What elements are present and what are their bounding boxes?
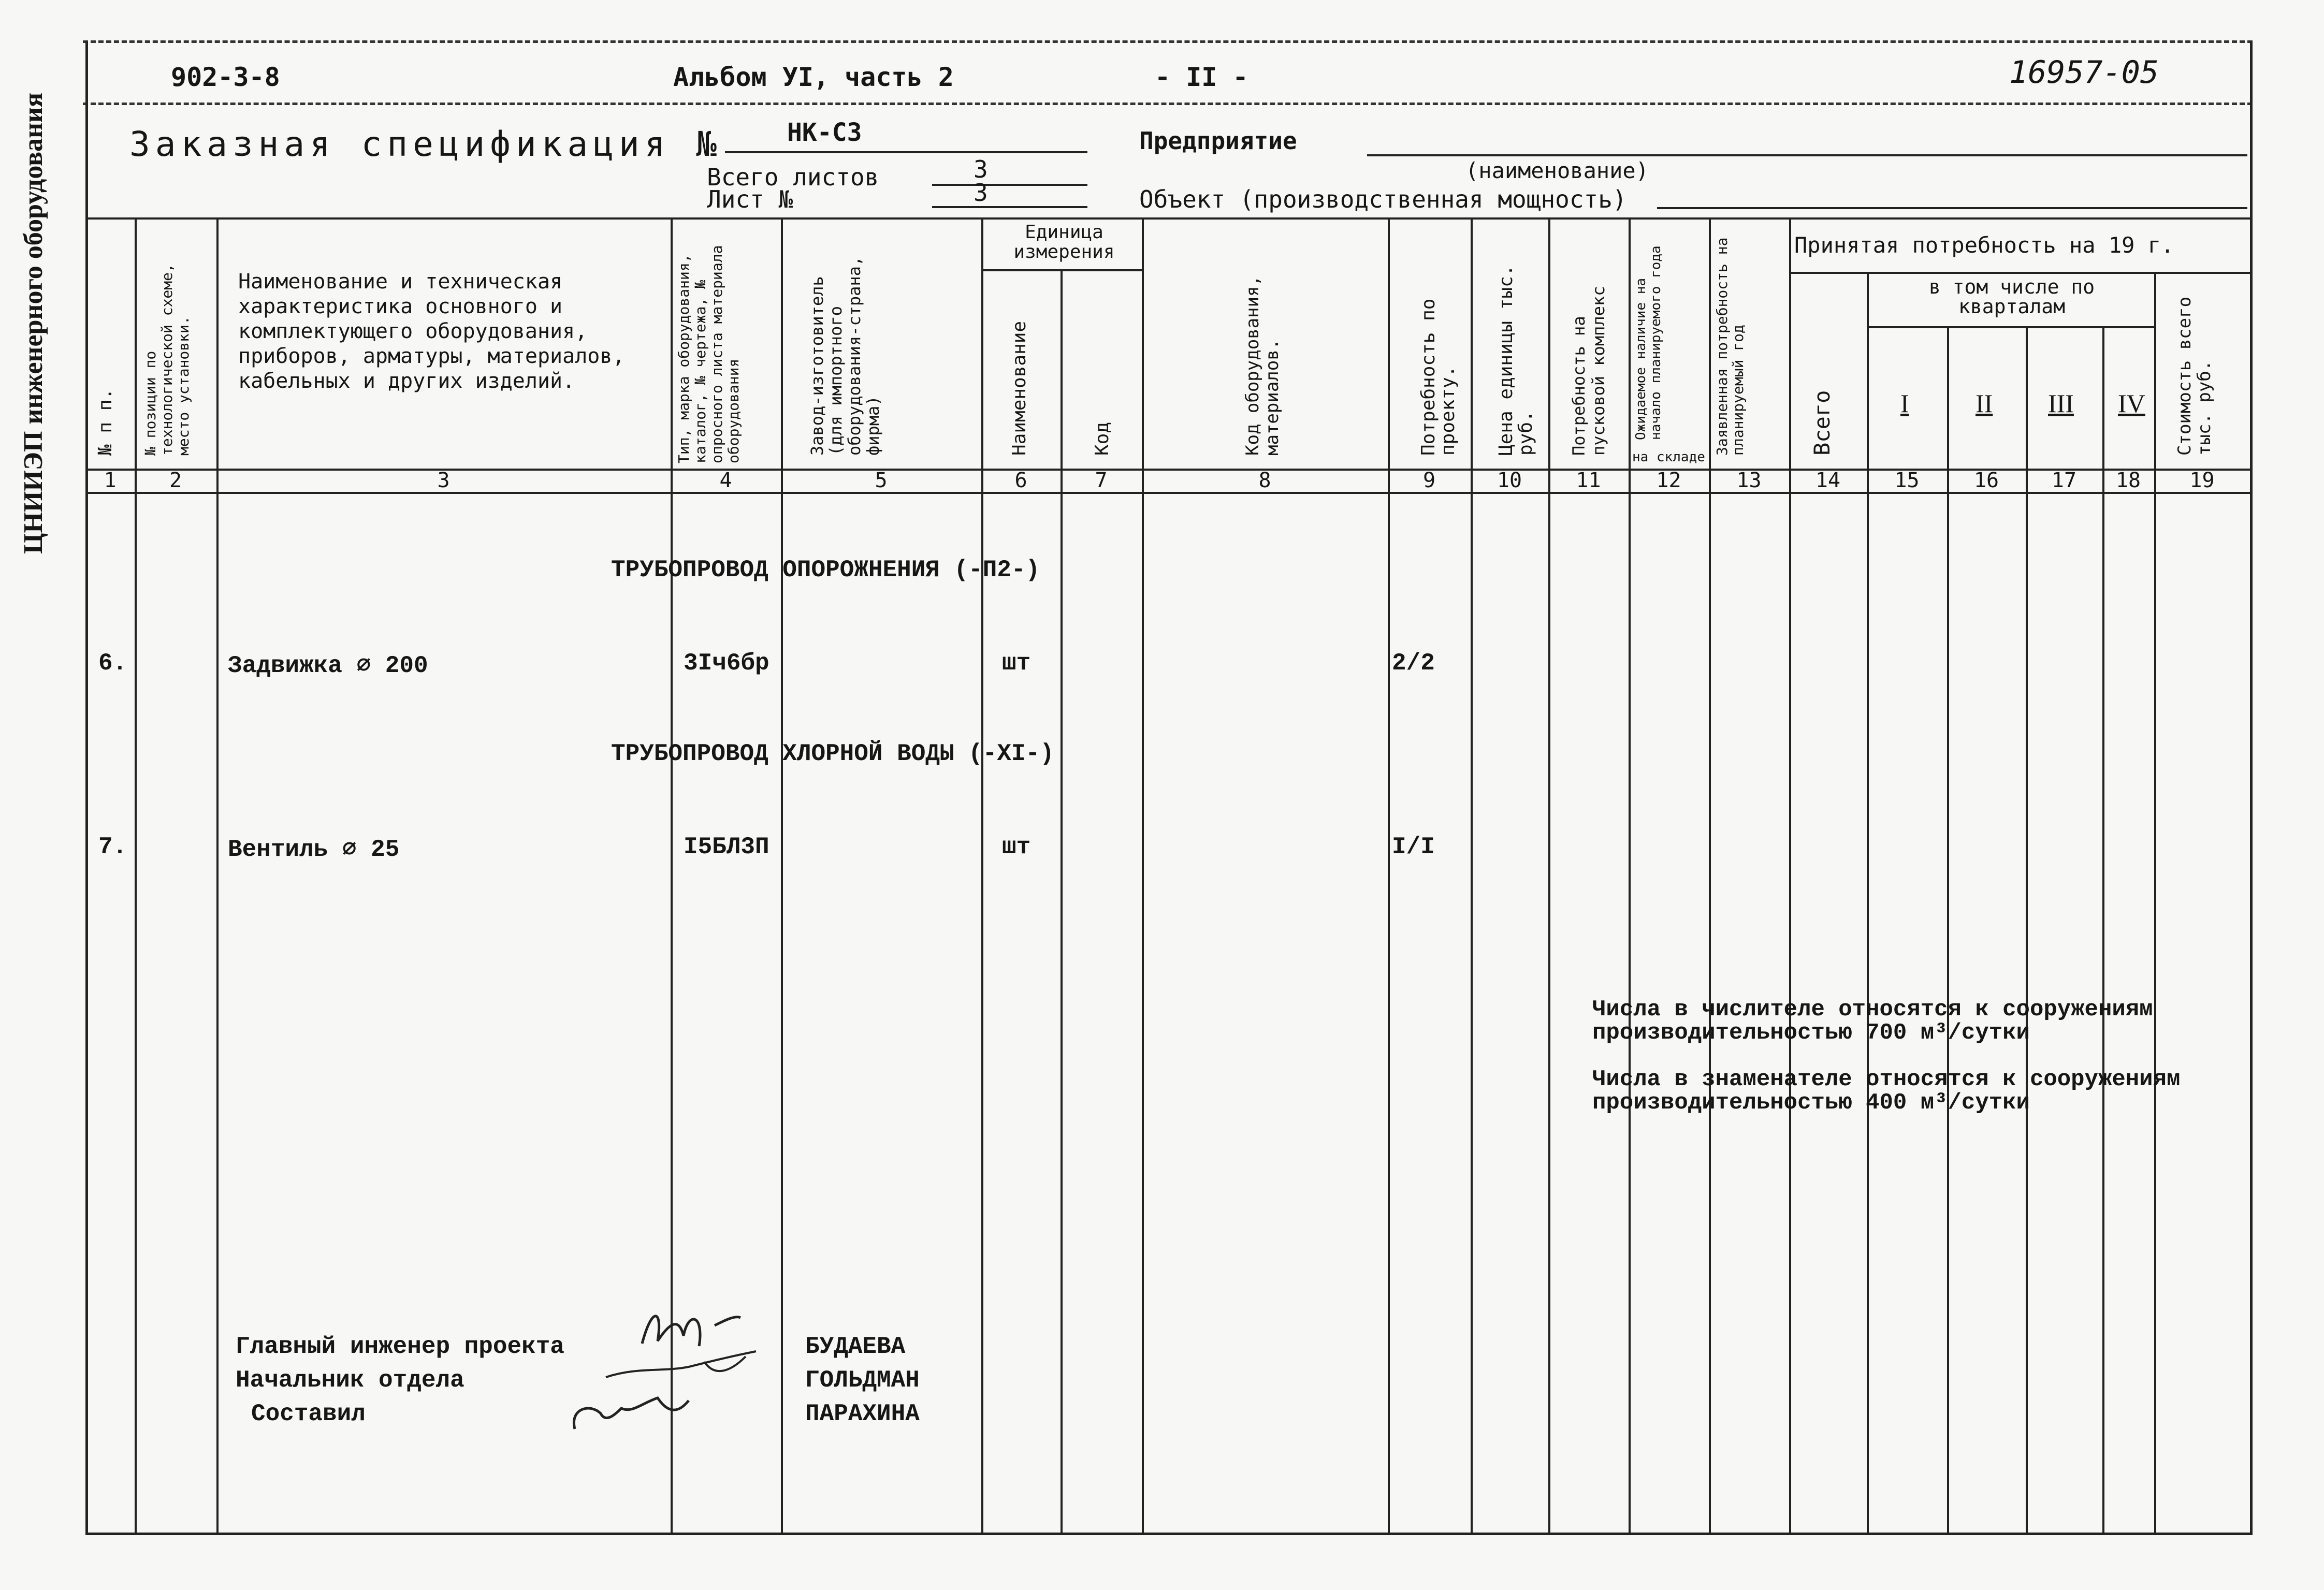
column-number: 12: [1656, 469, 1681, 492]
column-number: 15: [1894, 469, 1920, 492]
column-number: 2: [169, 469, 182, 492]
row-name: Вентиль ∅ 25: [228, 836, 400, 863]
note-line: Числа в знаменателе относятся к сооружениям: [1592, 1067, 2181, 1092]
column-number: 18: [2115, 469, 2141, 492]
signature-role: Составил: [251, 1401, 366, 1427]
name-hint: (наименование): [1465, 158, 1649, 183]
col-header-16: II: [1976, 389, 1993, 418]
col-divider-8: [1388, 217, 1390, 1533]
column-number: 3: [437, 469, 450, 492]
column-number: 16: [1973, 469, 1999, 492]
signature-name: БУДАЕВА: [805, 1333, 906, 1360]
col-header-12-stock: на складе: [1632, 449, 1705, 465]
row-unit: шт: [1002, 650, 1031, 677]
spec-title: Заказная спецификация №: [129, 124, 722, 164]
quarters-header: в том числе по кварталам: [1928, 275, 2095, 318]
col-header-5: Завод-изготовитель (для импортного оборудования-страна, фирма): [807, 256, 883, 456]
table-top-line: [85, 217, 2250, 220]
accepted-header: Принятая потребность на 19 г.: [1794, 232, 2174, 258]
total-sheets-label: Всего листов: [707, 163, 879, 191]
col-header-17: III: [2048, 389, 2074, 418]
note-line: производительностью 700 м³/сутки: [1592, 1020, 2030, 1046]
column-number: 9: [1422, 469, 1436, 492]
row-number: 6.: [98, 650, 127, 677]
col-divider-11: [1629, 217, 1631, 1533]
column-number: 17: [2051, 469, 2077, 492]
object-underline: [1657, 207, 2247, 209]
col-header-15: I: [1900, 389, 1909, 418]
enterprise-underline: [1367, 154, 2247, 156]
section-heading: ТРУБОПРОВОД ОПОРОЖНЕНИЯ (-П2-): [611, 557, 1040, 584]
col-header-4: Тип, марка оборудования, каталог, № чертежа, № опросного листа материала оборудования: [675, 245, 742, 463]
spec-number: НК-С3: [787, 118, 862, 147]
row-qty: I/I: [1392, 834, 1435, 860]
column-number: 13: [1736, 469, 1762, 492]
column-number: 1: [104, 469, 117, 492]
col-divider-10: [1548, 217, 1550, 1533]
row-type: 3Iч6бр: [684, 650, 769, 677]
col-divider-6: [1061, 269, 1063, 1533]
col-divider-5: [981, 217, 983, 1533]
row-number: 7.: [98, 834, 127, 860]
column-number: 6: [1014, 469, 1027, 492]
column-number: 19: [2189, 469, 2215, 492]
col-header-3: Наименование и техническая характеристика основного и комплектующего оборудования, приборов, арматуры, материалов, кабельных и других изделий.: [238, 270, 625, 393]
col-divider-18: [2154, 272, 2156, 1533]
col-header-19: Стоимость всего тыс. руб.: [2174, 296, 2215, 456]
row-qty: 2/2: [1392, 650, 1435, 677]
column-number: 14: [1815, 469, 1841, 492]
column-number: 5: [875, 469, 888, 492]
col-header-1: № п п.: [95, 388, 116, 456]
col-divider-9: [1471, 217, 1473, 1533]
col-divider-14: [1867, 272, 1869, 1533]
page-frame: [85, 41, 2253, 1535]
note-line: Числа в числителе относятся к сооружениям: [1592, 997, 2153, 1023]
sheet-label: Лист №: [707, 185, 793, 213]
col-header-2: № позиции по технологической схеме, место установки.: [142, 264, 192, 456]
header-code: 902-3-8: [171, 62, 280, 92]
col-divider-2: [216, 217, 219, 1533]
col-divider-13: [1789, 217, 1791, 1533]
spec-number-underline: [725, 151, 1087, 153]
sheet-number: 3: [974, 179, 988, 207]
col-header-8: Код оборудования, материалов.: [1242, 275, 1283, 456]
col-divider-1: [135, 217, 137, 1533]
unit-group-header: Единица измерения: [1013, 222, 1115, 262]
side-organization-label: ЦНИИЭП инженерного оборудования: [19, 92, 48, 554]
col-divider-12: [1709, 217, 1711, 1533]
signature-name: ПАРАХИНА: [805, 1401, 920, 1427]
col-header-11: Потребность на пусковой комплекс: [1569, 286, 1608, 456]
col-header-10: Цена единицы тыс. руб.: [1495, 265, 1536, 456]
column-number: 4: [719, 469, 732, 492]
col-header-12: Ожидаемое наличие на начало планируемого года: [1633, 245, 1664, 440]
signature-role: Главный инженер проекта: [236, 1333, 564, 1360]
col-header-7: Код: [1092, 421, 1113, 456]
col-header-14: Всего: [1809, 390, 1835, 456]
object-label: Объект (производственная мощность): [1139, 185, 1627, 213]
row-unit: шт: [1002, 834, 1031, 860]
col-divider-15: [1947, 326, 1949, 1533]
total-sheets: 3: [974, 155, 988, 183]
note-line: производительностью 400 м³/сутки: [1592, 1090, 2030, 1116]
col-divider-17: [2102, 326, 2104, 1533]
col-divider-7: [1142, 217, 1144, 1533]
quarters-group-line: [1867, 326, 2154, 328]
enterprise-label: Предприятие: [1139, 127, 1297, 155]
header-page: - II -: [1155, 62, 1248, 92]
total-sheets-underline: [932, 184, 1087, 186]
header-album: Альбом УI, часть 2: [673, 62, 954, 92]
signature-role: Начальник отдела: [236, 1367, 464, 1394]
column-number: 7: [1095, 469, 1108, 492]
col-divider-16: [2026, 326, 2028, 1533]
row-name: Задвижка ∅ 200: [228, 652, 428, 679]
row-type: I5БЛ3П: [684, 834, 769, 860]
col-header-18: IV: [2118, 389, 2145, 418]
section-heading: ТРУБОПРОВОД ХЛОРНОЙ ВОДЫ (-ХI-): [611, 740, 1054, 767]
column-number: 8: [1258, 469, 1271, 492]
col-header-6: Наименование: [1009, 320, 1030, 456]
sheet-underline: [932, 206, 1087, 208]
column-number: 11: [1576, 469, 1601, 492]
doc-number: 16957-05: [2009, 54, 2159, 91]
col-header-9: Потребность по проекту.: [1418, 298, 1459, 456]
signature-name: ГОЛЬДМАН: [805, 1367, 920, 1394]
col-header-13: Заявленная потребность на планируемый год: [1713, 237, 1747, 456]
column-number: 10: [1497, 469, 1522, 492]
handwritten-signatures: [559, 1294, 797, 1450]
